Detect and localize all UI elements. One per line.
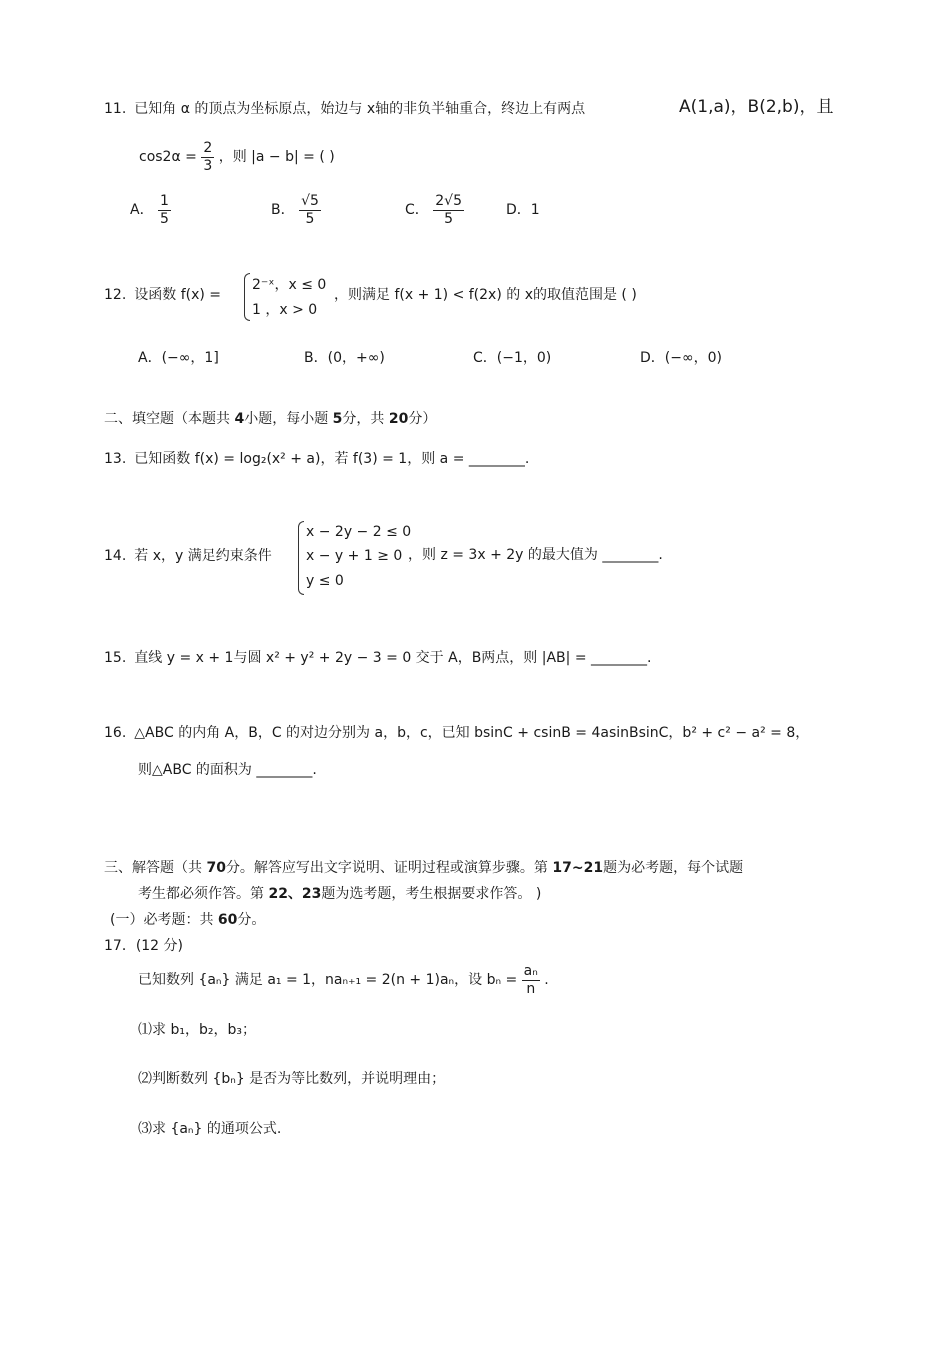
section3-line2-pre: 考生都必须作答。第 [138, 886, 264, 902]
q11-opt-a-den: 5 [160, 210, 169, 227]
section3-line1 [104, 859, 743, 877]
q11-opt-c-den: 5 [444, 210, 454, 227]
q11-option-d: D．1 [506, 202, 540, 218]
section2-total: 20 [388, 411, 409, 427]
q14-constraint-3: y ≤ 0 [306, 573, 344, 589]
q11-number: 11. [104, 101, 127, 117]
q14-lead-text: 若 x，y 满足约束条件 [134, 548, 272, 564]
q11-cond-post: ，则 |a − b| = ( ) [218, 149, 335, 165]
section3-points: 70 [206, 860, 226, 876]
section2-count: 4 [234, 411, 245, 427]
q17-heading: 17．(12 分) [104, 938, 184, 954]
q11-condition [139, 137, 335, 177]
q12-case1: 2⁻ˣ，x ≤ 0 [252, 277, 327, 293]
q15-line [104, 649, 651, 667]
q17-given-post: . [544, 972, 549, 988]
q17-given [138, 960, 549, 1000]
q11-option-c [405, 190, 464, 230]
q12-lead [104, 286, 221, 304]
q14-tail: ，则 z = 3x + 2y 的最大值为 ________. [408, 547, 663, 563]
section3-sub-post: 分。 [237, 912, 266, 928]
q11-opt-c-label: C． [405, 202, 429, 218]
section3-sub-points: 60 [217, 912, 238, 928]
q16-line1 [104, 724, 809, 742]
q11-cond-num: 2 [203, 139, 213, 156]
q17-part3: ⑶求 {aₙ} 的通项公式. [138, 1121, 282, 1137]
q17-given-num: aₙ [523, 962, 538, 979]
q11-opt-b-fraction [299, 193, 321, 228]
q11-option-a [130, 190, 171, 230]
q13-number: 13. [104, 451, 127, 467]
section2-each: 5 [332, 411, 343, 427]
q14-constraint-1: x − 2y − 2 ≤ 0 [306, 524, 412, 540]
q14-number: 14. [104, 548, 127, 564]
q17-given-den: n [526, 980, 536, 997]
section3-line1-post: 题为必考题，每个试题 [603, 860, 744, 876]
q12-lead-text: 设函数 f(x) = [134, 287, 222, 303]
q11-opt-c-fraction [433, 193, 464, 228]
q11-cond-den: 3 [203, 157, 213, 174]
q16-number: 16. [104, 725, 127, 741]
section2-title-mid2: 分，共 [342, 411, 385, 427]
q15-number: 15. [104, 650, 127, 666]
q11-cond-fraction [201, 140, 214, 175]
q11-opt-a-label: A． [130, 202, 154, 218]
q12-option-b: B．(0，+∞) [304, 350, 385, 366]
q17-part1: ⑴求 b₁，b₂，b₃； [138, 1022, 256, 1038]
q12-tail: ，则满足 f(x + 1) < f(2x) 的 x的取值范围是 ( ) [334, 287, 637, 303]
q11-option-b [271, 190, 321, 230]
q11-opt-b-den: 5 [305, 210, 315, 227]
q17-given-pre: 已知数列 {aₙ} 满足 a₁ = 1，naₙ₊₁ = 2(n + 1)aₙ，设 bₙ = [138, 972, 518, 988]
section2-title-post: 分） [408, 411, 437, 427]
q12-number: 12. [104, 287, 127, 303]
q16-text1: △ABC 的内角 A，B，C 的对边分别为 a，b，c，已知 bsinC + csinB = 4asinBsinC，b² + c² − a² = 8， [134, 725, 810, 741]
q12-case2: 1 ，x > 0 [252, 302, 318, 318]
q11-opt-b-num: √5 [301, 192, 319, 209]
section3-line1-pre: 三、解答题（共 [104, 860, 202, 876]
q16-line2: 则△ABC 的面积为 ________. [138, 762, 317, 778]
q11-cond-pre: cos2α = [139, 149, 197, 165]
section2-title-mid1: 小题，每小题 [244, 411, 329, 427]
q14-lead [104, 547, 272, 565]
section2-title-pre: 二、填空题（本题共 [104, 411, 230, 427]
q11-line1 [104, 100, 585, 118]
q12-option-a: A．(−∞，1] [138, 350, 219, 366]
section3-line2-post: 题为选考题，考生根据要求作答。 ) [321, 886, 542, 902]
section3-line2 [138, 885, 541, 903]
q15-text: 直线 y = x + 1与圆 x² + y² + 2y − 3 = 0 交于 A，B两点，则 |AB| = ________. [134, 650, 652, 666]
q11-opt-c-num: 2√5 [435, 192, 462, 209]
q11-opt-b-label: B． [271, 202, 295, 218]
section3-line1-mid: 分。解答应写出文字说明、证明过程或演算步骤。第 [225, 860, 548, 876]
q11-points: A(1,a)，B(2,b)，且 [679, 97, 834, 117]
section3-sub-pre: (一）必考题：共 [110, 912, 214, 928]
section2-title [104, 410, 436, 428]
q11-opt-a-num: 1 [160, 192, 169, 209]
q13-text: 已知函数 f(x) = log₂(x² + a)，若 f(3) = 1，则 a = ________. [134, 451, 530, 467]
section3-optional-range: 22、23 [268, 886, 322, 902]
q12-option-d: D．(−∞，0) [640, 350, 723, 366]
q14-constraint-brace [298, 521, 304, 595]
q13-line [104, 450, 529, 468]
q12-piecewise-brace [244, 273, 250, 321]
q11-stem: 已知角 α 的顶点为坐标原点，始边与 x轴的非负半轴重合，终边上有两点 [134, 101, 586, 117]
q11-opt-a-fraction [158, 193, 171, 228]
q12-option-c: C．(−1，0) [473, 350, 552, 366]
q17-given-fraction [522, 963, 540, 998]
section3-range: 17~21 [552, 860, 604, 876]
q14-constraint-2: x − y + 1 ≥ 0 [306, 548, 403, 564]
section3-sub-heading [110, 911, 265, 929]
q17-part2: ⑵判断数列 {bₙ} 是否为等比数列，并说明理由； [138, 1071, 446, 1087]
